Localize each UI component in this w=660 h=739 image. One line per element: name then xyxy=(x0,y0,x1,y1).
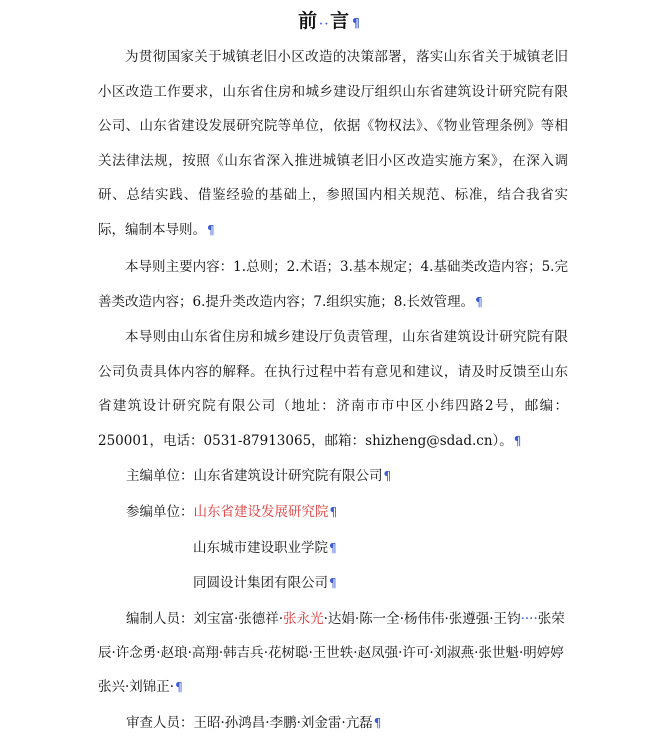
editor-name: 陈一全 xyxy=(359,611,400,627)
participant-line-3 xyxy=(193,573,337,593)
pilcrow-icon: ¶ xyxy=(207,222,215,237)
participant-unit: 同圆设计集团有限公司 xyxy=(193,575,328,591)
editor-name: 王钧 xyxy=(493,611,521,627)
pilcrow-icon: ¶ xyxy=(329,541,337,555)
reviewer-name: 亢磊 xyxy=(345,715,373,731)
reviewer-name: 孙鸿昌 xyxy=(224,715,266,731)
chief-editor-line xyxy=(126,466,391,486)
pilcrow-icon: ¶ xyxy=(175,680,183,694)
editor-name: 杨伟伟 xyxy=(403,611,445,627)
editor-name: 张兴 xyxy=(98,679,125,695)
participant-line-2 xyxy=(193,538,337,558)
editors-line-2: 辰·许念勇·赵琅·高翔·韩吉兵·花树聪·王世轶·赵凤强·许可·刘淑燕·张世魁·明婷婷 xyxy=(98,645,564,661)
editor-name: 张世魁 xyxy=(478,645,519,661)
editor-name: 韩吉兵 xyxy=(223,645,264,661)
reviewers-line: 审查人员：王昭·孙鸿昌·李鹏·刘金雷·亢磊¶ xyxy=(126,715,382,731)
editors-line-3: 张兴·刘锦正·¶ xyxy=(98,679,183,695)
editor-name: 高翔 xyxy=(191,645,219,661)
participant-line-1 xyxy=(126,502,337,522)
pilcrow-icon: ¶ xyxy=(329,576,337,590)
editors-label: 编制人员： xyxy=(126,611,194,627)
editor-name: 刘锦正 xyxy=(129,679,170,695)
editor-name: 刘宝富 xyxy=(193,611,234,627)
editor-name: 辰 xyxy=(98,645,112,661)
participant-unit: 山东城市建设职业学院 xyxy=(193,540,328,556)
editor-name: 张德祥 xyxy=(238,611,279,627)
pilcrow-icon: ¶ xyxy=(475,294,483,309)
participants-label: 参编单位： xyxy=(126,504,194,520)
page-title: 前··言¶ xyxy=(298,10,362,32)
editor-name: 张荣 xyxy=(537,611,565,627)
reviewer-name: 刘金雷 xyxy=(300,715,342,731)
editor-name: 许念勇 xyxy=(115,645,157,661)
reviewer-name: 王昭 xyxy=(193,715,221,731)
editor-name: 达娟 xyxy=(327,611,355,627)
paragraph-contents: 本导则主要内容：1.总则；2.术语；3.基本规定；4.基础类改造内容；5.完善类改造内容；6.提升类改造内容；7.组织实施；8.长效管理。¶ xyxy=(98,259,568,310)
title-char-1: 前 xyxy=(298,10,320,32)
pilcrow-icon: ¶ xyxy=(513,433,522,448)
editor-name: 许可 xyxy=(402,645,430,661)
editor-name: 花树聪 xyxy=(267,645,309,661)
paragraph-intro: 为贯彻国家关于城镇老旧小区改造的决策部署，落实山东省关于城镇老旧小区改造工作要求，山东省住房和城乡建设厅组织山东省建筑设计研究院有限公司、山东省建设发展研究院等单位，依据《物权法》、《物业管理条例》等相关法律法规，按照《山东省深入推进城镇老旧小区改造实施方案》，在深入调研、总结实践、借鉴经验的基础上，参照国内相关规范、标准，结合我省实际，编制本导则。¶ xyxy=(98,49,568,238)
pilcrow-icon: ¶ xyxy=(329,505,338,519)
editor-name: 明婷婷 xyxy=(523,645,564,661)
editor-name: 王世轶 xyxy=(312,645,354,661)
paragraph-management: 本导则由山东省住房和城乡建设厅负责管理，山东省建筑设计研究院有限公司负责具体内容的解释。在执行过程中若有意见和建议，请及时反馈至山东省建筑设计研究院有限公司（地址：济南市市中区小纬四路2号，邮编：250001，电话：0531-87913065，邮箱：shizheng@sdad.cn）。¶ xyxy=(98,329,568,449)
editor-name: 赵凤强 xyxy=(357,645,399,661)
participant-unit: 山东省建设发展研究院 xyxy=(193,504,329,520)
pilcrow-icon: ¶ xyxy=(352,16,362,30)
editor-name: 刘淑燕 xyxy=(433,645,475,661)
chief-editor-value: 山东省建筑设计研究院有限公司 xyxy=(193,468,383,484)
reviewers-label: 审查人员： xyxy=(126,715,194,731)
editor-name: 赵琅 xyxy=(160,645,188,661)
editor-name: 张永光 xyxy=(283,611,324,627)
title-char-2: 言 xyxy=(330,10,352,32)
editors-line-1: 编制人员：刘宝富·张德祥·张永光·达娟·陈一全·杨伟伟·张遵强·王钧····张荣 xyxy=(126,611,565,627)
editor-name: 张遵强 xyxy=(448,611,490,627)
chief-editor-label: 主编单位： xyxy=(126,468,194,484)
pilcrow-icon: ¶ xyxy=(373,716,382,730)
reviewer-name: 李鹏 xyxy=(269,715,297,731)
pilcrow-icon: ¶ xyxy=(383,469,392,483)
